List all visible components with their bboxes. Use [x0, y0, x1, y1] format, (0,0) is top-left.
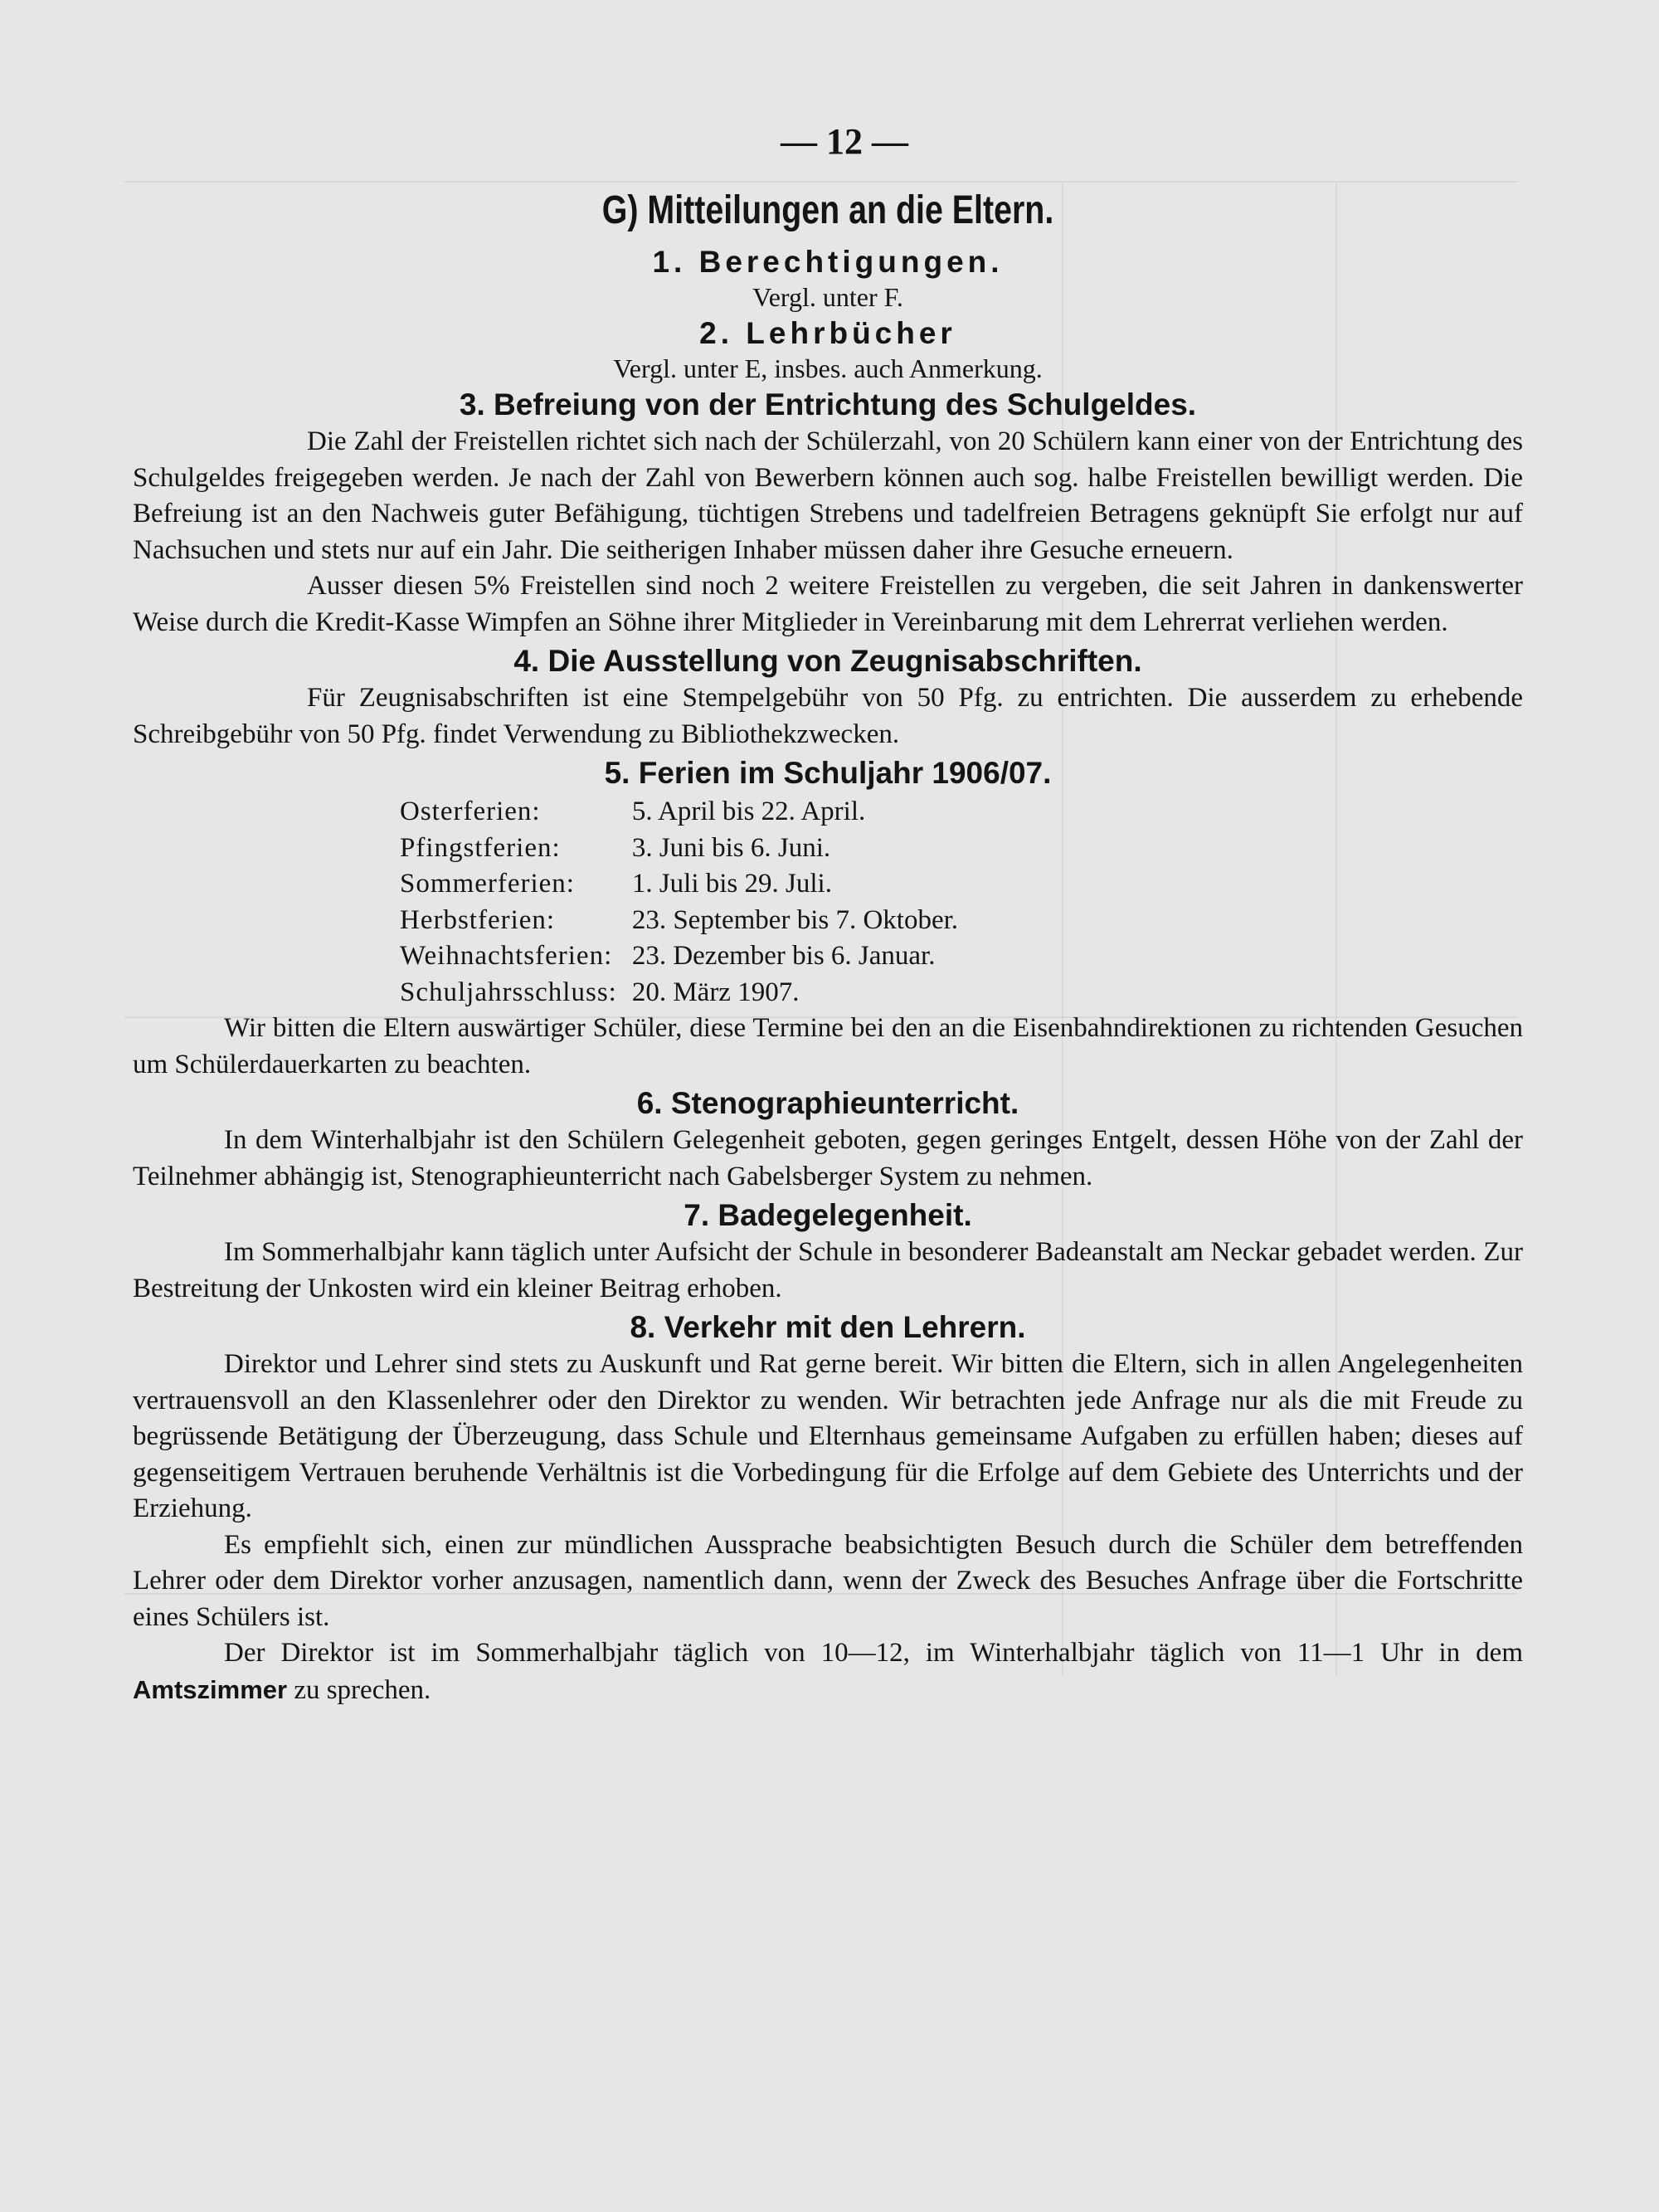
ferien-dates: 5. April bis 22. April. [631, 797, 866, 826]
paragraph: Ausser diesen 5% Freistellen sind noch 2 weitere Freistellen zu vergeben, die seit Jahren in dankenswerter Weise durch die Kredit-Kasse Wimpfen an Söhne ihrer Mitglieder in Vereinbarung mit dem Lehrerrat verliehen werden. [133, 571, 1523, 637]
section-heading-lehrbuecher: 2. Lehrbücher [699, 316, 956, 350]
paragraph: Die Zahl der Freistellen richtet sich nach der Schülerzahl, von 20 Schülern kann einer von der Entrichtung des Schulgeldes freigegeben werden. Je nach der Zahl von Bewerbern können auch sog. halbe Freistellen bewilligt werden. Die Befreiung ist an den Nachweis guter Befähigung, tüchtigen Strebens und tadelfreien Betragens geknüpft Sie erfolgt nur auf Nachsuchen und stets nur auf ein Jahr. Die seitherigen Inhaber müssen daher ihre Gesuche erneuern. [133, 426, 1523, 565]
section-heading-berechtigungen: 1. Berechtigungen. [652, 245, 1004, 279]
paragraph-text: zu sprechen. [294, 1674, 431, 1705]
paragraph: Es empfiehlt sich, einen zur mündlichen Aussprache beabsichtigten Besuch durch die Schüler dem betreffenden Lehrer oder dem Direktor vorher anzusagen, namentlich dann, wenn der Zweck des Besuches Anfrage über die Fortschritte eines Schülers ist. [133, 1529, 1523, 1632]
ferien-label: Herbstferien: [400, 904, 556, 935]
paragraph-text: Der Direktor ist im Sommerhalbjahr täglich von 10—12, im Winterhalbjahr täglich von 11—1 Uhr in dem [224, 1638, 1523, 1668]
ferien-row [400, 866, 958, 903]
ferien-table [400, 794, 958, 1011]
paragraph: Für Zeugnisabschriften ist eine Stempelgebühr von 50 Pfg. zu entrichten. Die ausserdem zu erhebende Schreibgebühr von 50 Pfg. findet Verwendung zu Bibliothekzwecken. [133, 683, 1523, 749]
section-reference: Vergl. unter E, insbes. auch Anmerkung. [613, 353, 1043, 383]
section-heading-ferien: 5. Ferien im Schuljahr 1906/07. [604, 756, 1052, 790]
section-heading-verkehr: 8. Verkehr mit den Lehrern. [630, 1310, 1026, 1344]
ferien-label: Osterferien: [400, 797, 541, 826]
ferien-label: Sommerferien: [400, 869, 575, 899]
paragraph: Wir bitten die Eltern auswärtiger Schüler, diese Termine bei den an die Eisenbahndirektionen zu richtenden Gesuchen um Schülerdauerkarten zu beachten. [133, 1013, 1523, 1079]
section-heading-badegelegenheit: 7. Badegelegenheit. [684, 1198, 972, 1232]
page-number: — 12 — [781, 121, 908, 162]
ferien-row [400, 831, 958, 867]
ferien-row [400, 903, 958, 939]
section-heading-befreiung: 3. Befreiung von der Entrichtung des Schulgeldes. [459, 387, 1197, 421]
ferien-row [400, 794, 958, 831]
paragraph: Direktor und Lehrer sind stets zu Auskunft und Rat gerne bereit. Wir bitten die Eltern, sich in allen Angelegenheiten vertrauensvoll an den Klassenlehrer oder den Direktor zu wenden. Wir betrachten jede Anfrage nur als die mit Freude zu begrüssende Betätigung der Überzeugung, dass Schule und Elternhaus gemeinsame Aufgaben zu erfüllen haben; dieses auf gegenseitigem Vertrauen beruhende Verhältnis ist die Vorbedingung für die Erfolge auf dem Gebiete des Unterrichts und der Erziehung. [133, 1349, 1523, 1523]
ferien-row [400, 975, 958, 1011]
paragraph-sprechstunden [133, 1635, 1523, 1708]
ferien-dates: 23. September bis 7. Oktober. [631, 904, 959, 935]
ferien-dates: 3. Juni bis 6. Juni. [631, 832, 831, 863]
ferien-label: Pfingstferien: [400, 832, 561, 863]
section-heading-stenographie: 6. Stenographieunterricht. [636, 1086, 1019, 1120]
ferien-row [400, 938, 958, 975]
emphasis-amtszimmer: Amtszimmer [133, 1674, 288, 1704]
ferien-dates: 20. März 1907. [631, 977, 800, 1007]
page-content [133, 120, 1523, 1708]
paragraph: Im Sommerhalbjahr kann täglich unter Aufsicht der Schule in besonderer Badeanstalt am Neckar gebadet werden. Zur Bestreitung der Unkosten wird ein kleiner Beitrag erhoben. [133, 1237, 1523, 1303]
ferien-label: Weihnachtsferien: [400, 941, 613, 971]
ferien-dates: 1. Juli bis 29. Juli. [631, 869, 832, 899]
section-heading-zeugnisabschriften: 4. Die Ausstellung von Zeugnisabschriften. [513, 644, 1142, 678]
section-reference: Vergl. unter F. [752, 282, 903, 312]
page-title: G) Mitteilungen an die Eltern. [601, 188, 1054, 232]
paragraph: In dem Winterhalbjahr ist den Schülern Gelegenheit geboten, gegen geringes Entgelt, dessen Höhe von der Zahl der Teilnehmer abhängig ist, Stenographieunterricht nach Gabelsberger System zu nehmen. [133, 1125, 1523, 1191]
ferien-dates: 23. Dezember bis 6. Januar. [631, 941, 936, 971]
ferien-label: Schuljahrsschluss: [400, 977, 617, 1007]
